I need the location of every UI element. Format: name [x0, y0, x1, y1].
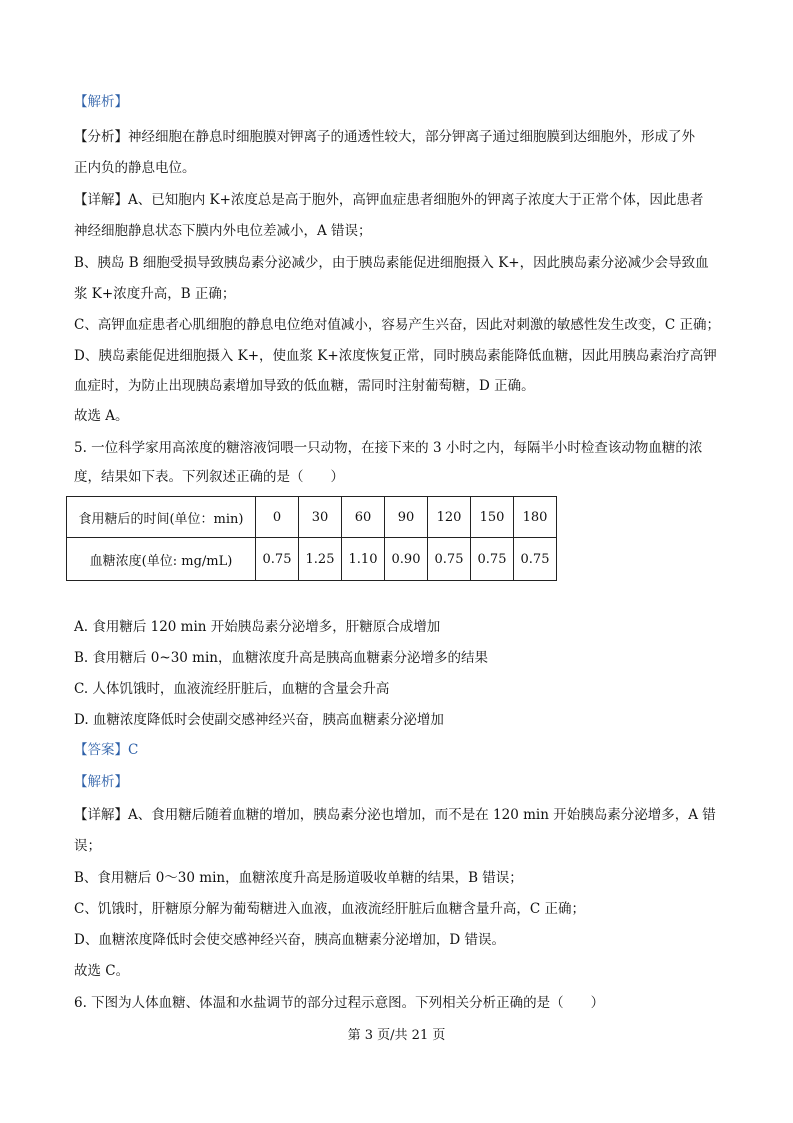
table-cell: 0.90	[385, 538, 428, 581]
table-row	[67, 538, 557, 581]
detail-text: B、食用糖后 0～30 min，血糖浓度升高是肠道吸收单糖的结果，B 错误；	[74, 870, 523, 886]
option-b: B. 食用糖后 0~30 min，血糖浓度升高是胰高血糖素分泌增多的结果	[74, 650, 488, 666]
page-footer: 第 3 页/共 21 页	[347, 1028, 446, 1043]
table-cell: 1.10	[342, 538, 385, 581]
detail-text: 【详解】A、食用糖后随着血糖的增加，胰岛素分泌也增加，而不是在 120 min 开始胰岛素分泌增多，A 错	[74, 807, 716, 823]
table-cell: 60	[342, 497, 385, 538]
detail-text: 误；	[74, 838, 101, 854]
table-row	[67, 497, 557, 538]
detail-text: D、血糖浓度降低时会使交感神经兴奋，胰高血糖素分泌增加，D 错误。	[74, 932, 505, 948]
table-cell: 90	[385, 497, 428, 538]
detail-text: B、胰岛 B 细胞受损导致胰岛素分泌减少，由于胰岛素能促进细胞摄入 K+，因此胰岛素分泌减少会导致血	[74, 255, 709, 271]
answer-choice-text: 故选 C。	[74, 963, 130, 979]
question-5-text: 度，结果如下表。下列叙述正确的是（ ）	[74, 469, 344, 485]
option-d: D. 血糖浓度降低时会使副交感神经兴奋，胰高血糖素分泌增加	[74, 712, 444, 728]
option-a: A. 食用糖后 120 min 开始胰岛素分泌增多，肝糖原合成增加	[74, 619, 441, 635]
table-cell: 30	[299, 497, 342, 538]
analysis-label: 【解析】	[74, 774, 128, 790]
table-cell: 0.75	[256, 538, 299, 581]
table-cell: 180	[514, 497, 557, 538]
answer-label: 【答案】C	[74, 742, 139, 758]
table-cell: 150	[471, 497, 514, 538]
question-5-text: 5. 一位科学家用高浓度的糖溶液饲喂一只动物，在接下来的 3 小时之内，每隔半小时检查该动物血糖的浓	[74, 440, 703, 456]
analysis-text: 正内负的静息电位。	[74, 160, 196, 176]
detail-text: 血症时，为防止出现胰岛素增加导致的低血糖，需同时注射葡萄糖，D 正确。	[74, 378, 535, 394]
table-header-time: 食用糖后的时间(单位：min)	[67, 497, 256, 538]
detail-text: 神经细胞静息状态下膜内外电位差减小，A 错误；	[74, 223, 372, 239]
table-cell: 120	[428, 497, 471, 538]
table-cell: 0.75	[471, 538, 514, 581]
detail-text: C、高钾血症患者心肌细胞的静息电位绝对值减小，容易产生兴奋，因此对刺激的敏感性发生改变，C 正确；	[74, 317, 720, 333]
analysis-text: 【分析】神经细胞在静息时细胞膜对钾离子的通透性较大，部分钾离子通过细胞膜到达细胞外，形成了外	[74, 129, 695, 145]
table-cell: 1.25	[299, 538, 342, 581]
detail-text: D、胰岛素能促进细胞摄入 K+，使血浆 K+浓度恢复正常，同时胰岛素能降低血糖，因此用胰岛素治疗高钾	[74, 348, 717, 364]
detail-text: C、饥饿时，肝糖原分解为葡萄糖进入血液，血液流经肝脏后血糖含量升高，C 正确；	[74, 901, 585, 917]
table-cell: 0.75	[428, 538, 471, 581]
option-c: C. 人体饥饿时，血液流经肝脏后，血糖的含量会升高	[74, 681, 390, 697]
glucose-table	[66, 496, 557, 581]
analysis-label: 【解析】	[74, 94, 128, 110]
detail-text: 浆 K+浓度升高，B 正确；	[74, 286, 236, 302]
answer-choice-text: 故选 A。	[74, 408, 129, 424]
question-6-text: 6. 下图为人体血糖、体温和水盐调节的部分过程示意图。下列相关分析正确的是（ ）	[74, 995, 605, 1011]
table-cell: 0.75	[514, 538, 557, 581]
detail-text: 【详解】A、已知胞内 K+浓度总是高于胞外，高钾血症患者细胞外的钾离子浓度大于正常个体，因此患者	[74, 192, 704, 208]
table-cell: 0	[256, 497, 299, 538]
table-header-glucose: 血糖浓度(单位: mg/mL)	[67, 538, 256, 581]
